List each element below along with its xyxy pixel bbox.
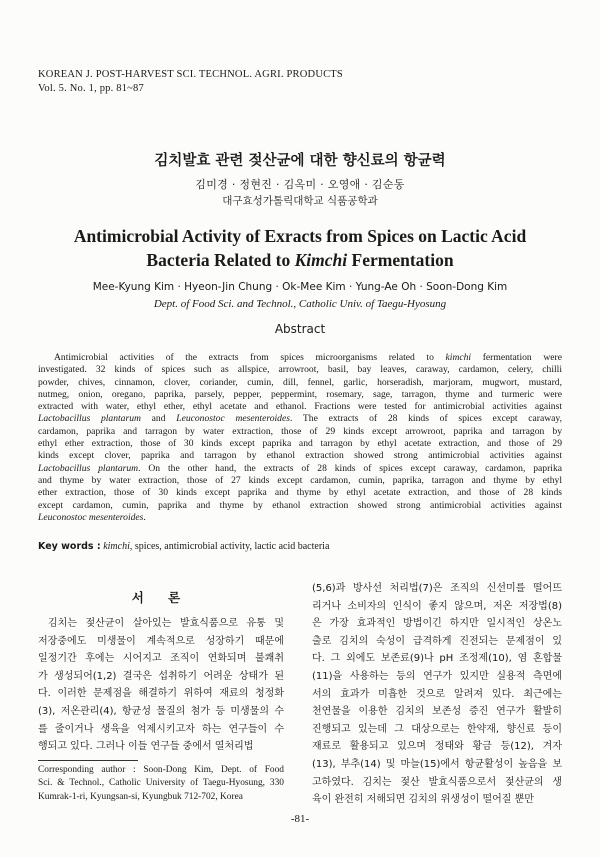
intro-line: 다. 그 외에도 보존료(9)나 pH 조정제(10), 염 혼합물 xyxy=(312,653,562,665)
intro-line: 행되고 있다. 그러나 이들 연구들 중에서 열처리법 xyxy=(38,741,254,753)
intro-line: 육이 완전히 저해되면 김치의 위생성이 떨어질 뿐만 xyxy=(312,794,534,806)
abstract-heading: Abstract xyxy=(274,322,326,336)
intro-line: 리거나 소비자의 인식이 좋지 않으며, 저온 저장법(8) xyxy=(312,600,562,612)
intro-line: (3), 저온관리(4), 항균성 물질의 첨가 등 미생물의 수 xyxy=(38,705,284,717)
korean-title: 김치발효 관련 젖산균에 대한 향신료의 항균력 xyxy=(154,153,446,169)
abstract-line: Leuconostoc mesenteroides. xyxy=(38,511,146,523)
abstract-line: investigated. 32 kinds of spices such as allspice, arrowroot, basil, bay leaves, caraway, cardamon, celery, chilli xyxy=(38,364,562,376)
english-title-line2 xyxy=(0,248,600,272)
page-number: -81- xyxy=(290,813,310,825)
abstract-body xyxy=(38,352,562,524)
journal-volume: Vol. 5. No. 1, pp. 81~87 xyxy=(38,83,144,94)
abstract-line: ethyl ether extraction, those of 30 kinds except paprika and tarragon by ethyl acetate extraction, and those of 29 xyxy=(38,438,562,450)
korean-authors: 김미경 · 정현진 · 김옥미 · 오영애 · 김순동 xyxy=(195,178,405,191)
intro-line: 다. 이러한 문제점을 해결하기 위하여 재료의 청정화 xyxy=(38,688,284,700)
intro-line: 출로 김치의 숙성이 급격하게 진전되는 문제점이 있 xyxy=(312,635,562,647)
footnote-line: Corresponding author : Soon-Dong Kim, Dept. of Food xyxy=(38,765,284,775)
journal-name: KOREAN J. POST-HARVEST SCI. TECHNOL. AGRI. PRODUCTS xyxy=(38,69,343,80)
intro-right-column xyxy=(312,580,562,809)
intro-line: 재료로 활용되고 있으며 정태와 황금 등(12), 겨자 xyxy=(312,741,562,753)
english-title-line1: Antimicrobial Activity of Exracts from Spices on Lactic Acid xyxy=(73,226,527,246)
intro-heading: 서 론 xyxy=(131,590,191,605)
abstract-line: Lactobacillus plantarum. On the other hand, the extracts of 28 kinds of spices except caraway, cardamon, paprika xyxy=(38,462,562,474)
intro-line: (5,6)과 방사선 처리법(7)은 조직의 신선미를 떨어뜨 xyxy=(312,583,562,594)
intro-line: 천연물을 이용한 김치의 보존성 증진 연구가 활발히 xyxy=(312,706,562,718)
intro-line: 진행되고 있는데 그 대상으로는 한약재, 향신료 등이 xyxy=(312,723,562,735)
abstract-line: ether extraction, those of 30 kinds except paprika and thyme by ethyl acetate extraction, and those of 28 kinds xyxy=(38,487,562,499)
abstract-line: cardamon, paprika and tarragon by water extraction, those of 29 kinds except arrowroot, paprika and tarragon by xyxy=(38,425,562,437)
abstract-line: powder, chives, cinnamon, clover, coriander, cumin, dill, fennel, garlic, horseradish, marjoram, mugwort, mustard, xyxy=(38,376,562,388)
abstract-line: extracted with water, ethyl ether, ethyl acetate and ethanol. Fractions were tested for antimicrobial activities against xyxy=(38,401,562,413)
keywords xyxy=(38,541,329,552)
intro-line: 를 줄이거나 생육을 억제시키고자 하는 연구들이 수 xyxy=(38,723,284,735)
abstract-line: kinds except clover, paprika and tarragon by ethanol extraction showed strong antimicrobial activities against xyxy=(38,450,562,462)
title-line2-pre: Bacteria Related to xyxy=(146,250,295,270)
abstract-line: Lactobacillus plantarum and Leuconostoc mesenteroides. The extracts of 28 kinds of spices except caraway, xyxy=(38,413,562,425)
intro-line: 일정기간 후에는 시어지고 조직이 연화되며 불쾌취 xyxy=(38,653,284,665)
english-authors: Mee-Kyung Kim · Hyeon-Jin Chung · Ok-Mee Kim · Yung-Ae Oh · Soon-Dong Kim xyxy=(92,281,508,293)
title-line2-post: Fermentation xyxy=(347,250,454,270)
footnote-rule xyxy=(38,760,138,761)
journal-header xyxy=(38,68,343,96)
footnote xyxy=(38,764,284,804)
intro-line: 은 가장 효과적인 방법이긴 하지만 일시적인 상온노 xyxy=(312,618,562,630)
intro-line: 서의 효과가 미흡한 것으로 알려져 있다. 최근에는 xyxy=(312,688,562,700)
abstract-line: and thyme by water extraction, those of 27 kinds except cardamon, cumin, paprika, tarragon and thyme by ethyl xyxy=(38,474,562,486)
intro-line: (11)을 사용하는 등의 연구가 있지만 실용적 측면에 xyxy=(312,670,562,682)
intro-line: 저장중에도 미생물이 계속적으로 성장하기 때문에 xyxy=(38,635,284,647)
intro-line: 가 생성되어(1,2) 결국은 섭취하기 어려운 상태가 된 xyxy=(38,670,284,682)
title-kimchi: Kimchi xyxy=(294,250,348,270)
keywords-label: Key words : xyxy=(38,541,101,552)
intro-left-column xyxy=(38,615,284,756)
keyword-kimchi: kimchi xyxy=(103,541,130,552)
intro-line: 김치는 젖산균이 살아있는 발효식품으로 유통 및 xyxy=(48,618,284,629)
english-title xyxy=(0,224,600,272)
intro-line: (13), 부추(14) 및 마늘(15)에서 항균활성이 높음을 보 xyxy=(312,758,562,770)
intro-line: 고하였다. 김치는 젖산 발효식품으로서 젖산균의 생 xyxy=(312,776,562,788)
english-affiliation: Dept. of Food Sci. and Technol., Catholic Univ. of Taegu-Hyosung xyxy=(153,298,447,310)
abstract-line: except cardamon, cumin, paprika and thyme by ethanol extraction showed strong antimicrobial activities against xyxy=(38,499,562,511)
footnote-line: Kumrak-1-ri, Kyungsan-si, Kyungbuk 712-702, Korea xyxy=(38,791,243,802)
abstract-line: nutmeg, onion, oregano, paprika, parsely, pepper, peppermint, rosemary, sage, tarragon, thyme and turmeric were xyxy=(38,388,562,400)
keywords-rest: , spices, antimicrobial activity, lactic acid bacteria xyxy=(129,541,330,552)
footnote-line: Sci. & Technol., Catholic University of Taegu-Hyosung, 330 xyxy=(38,778,284,789)
abstract-line: Antimicrobial activities of the extracts from spices microorganisms related to kimchi fermentation were xyxy=(54,352,562,363)
korean-affiliation: 대구효성가톨릭대학교 식품공학과 xyxy=(222,195,378,207)
